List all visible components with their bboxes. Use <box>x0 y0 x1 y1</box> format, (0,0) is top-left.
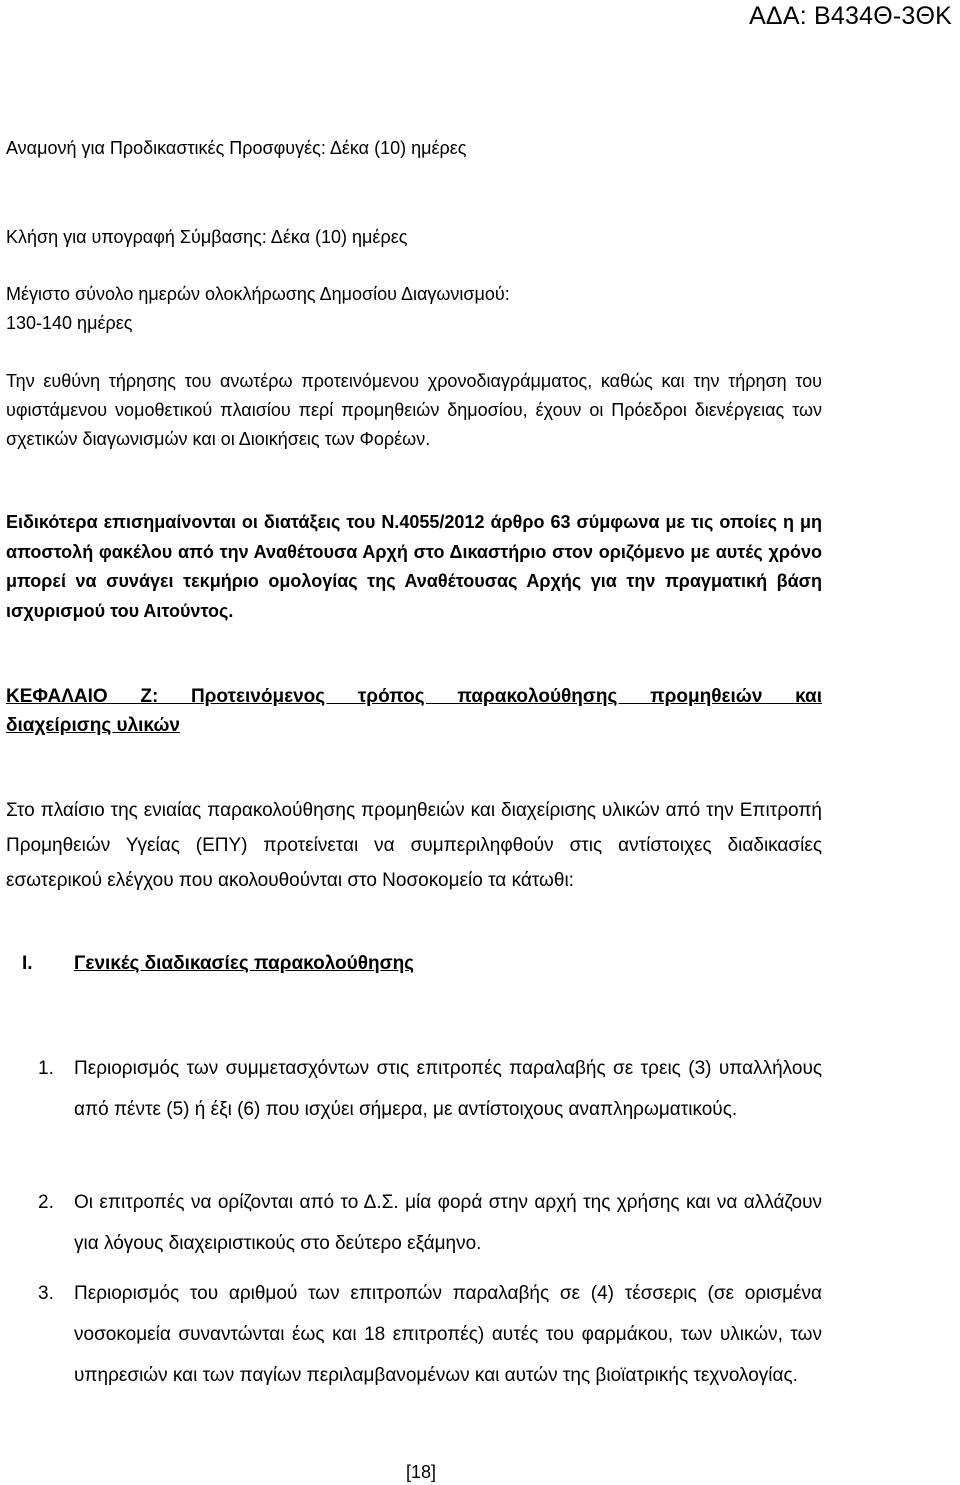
max-days-label: Μέγιστο σύνολο ημερών ολοκλήρωσης Δημοσίου Διαγωνισμού: <box>6 284 510 304</box>
list-item-number: 3. <box>38 1283 54 1304</box>
list-item-number: 1. <box>38 1058 54 1079</box>
list-item-text: Περιορισμός των συμμετασχόντων στις επιτροπές παραλαβής σε τρεις (3) υπαλλήλους από πέντε (5) ή έξι (6) που ισχύει σήμερα, με αντίστοιχους αναπληρωματικούς. <box>74 1058 822 1120</box>
law-paragraph: Ειδικότερα επισημαίνονται οι διατάξεις του Ν.4055/2012 άρθρο 63 σύμφωνα με τις οποίες η μη αποστολή φακέλου από την Αναθέτουσα Αρχή στο Δικαστήριο στον οριζόμενο με αυτές χρόνο μπορεί να συνάγει τεκμήριο ομολογίας της Αναθέτουσας Αρχής για την πραγματική βάση ισχυρισμού του Αιτούντος. <box>6 512 822 621</box>
section-title: Γενικές διαδικασίες παρακολούθησης <box>74 953 415 974</box>
list-item-1 <box>38 1048 822 1130</box>
intro-paragraph: Στο πλαίσιο της ενιαίας παρακολούθησης προμηθειών και διαχείρισης υλικών από την Επιτροπή Προμηθειών Υγείας (ΕΠΥ) προτείνεται να συμπεριληφθούν στις αντίστοιχες διαδικασίες εσωτερικού ελέγχου που ακολουθούνται στο Νοσοκομείο τα κάτωθι: <box>6 800 822 891</box>
section-heading <box>22 952 414 976</box>
responsibility-paragraph: Την ευθύνη τήρησης του ανωτέρω προτεινόμενου χρονοδιαγράμματος, καθώς και την τήρηση του υφιστάμενου νομοθετικού πλαισίου περί προμηθειών δημοσίου, έχουν οι Πρόεδροι διενέργειας των σχετικών διαγωνισμών και οι Διοικήσεις των Φορέων. <box>6 371 822 449</box>
list-item-number: 2. <box>38 1192 54 1213</box>
ada-code: ΑΔΑ: Β434Θ-3ΘΚ <box>749 2 952 30</box>
waiting-period-line: Αναμονή για Προδικαστικές Προσφυγές: Δέκα (10) ημέρες <box>6 138 467 158</box>
section-number: I. <box>22 953 33 974</box>
max-days-value: 130-140 ημέρες <box>6 313 133 333</box>
list-item-text: Περιορισμός του αριθμού των επιτροπών παραλαβής σε (4) τέσσερις (σε ορισμένα νοσοκομεία συναντώνται έως και 18 επιτροπές) αυτές του φαρμάκου, των υλικών, των υπηρεσιών και των παγίων περιλαμβανομένων και αυτών της βιοϊατρικής τεχνολογίας. <box>74 1283 822 1386</box>
chapter-title-line-2: διαχείρισης υλικών <box>6 715 180 736</box>
list-item-text: Οι επιτροπές να ορίζονται από το Δ.Σ. μία φορά στην αρχή της χρήσης και να αλλάζουν για λόγους διαχειριστικούς στο δεύτερο εξάμηνο. <box>74 1192 822 1254</box>
chapter-title-line-1: ΚΕΦΑΛΑΙΟ Ζ: Προτεινόμενος τρόπος παρακολούθησης προμηθειών και <box>6 686 822 707</box>
chapter-title <box>6 682 822 740</box>
list-item-2 <box>38 1182 822 1264</box>
page-number: [18] <box>405 1462 437 1482</box>
list-item-3 <box>38 1273 822 1396</box>
contract-call-line: Κλήση για υπογραφή Σύμβασης: Δέκα (10) ημέρες <box>6 227 408 247</box>
